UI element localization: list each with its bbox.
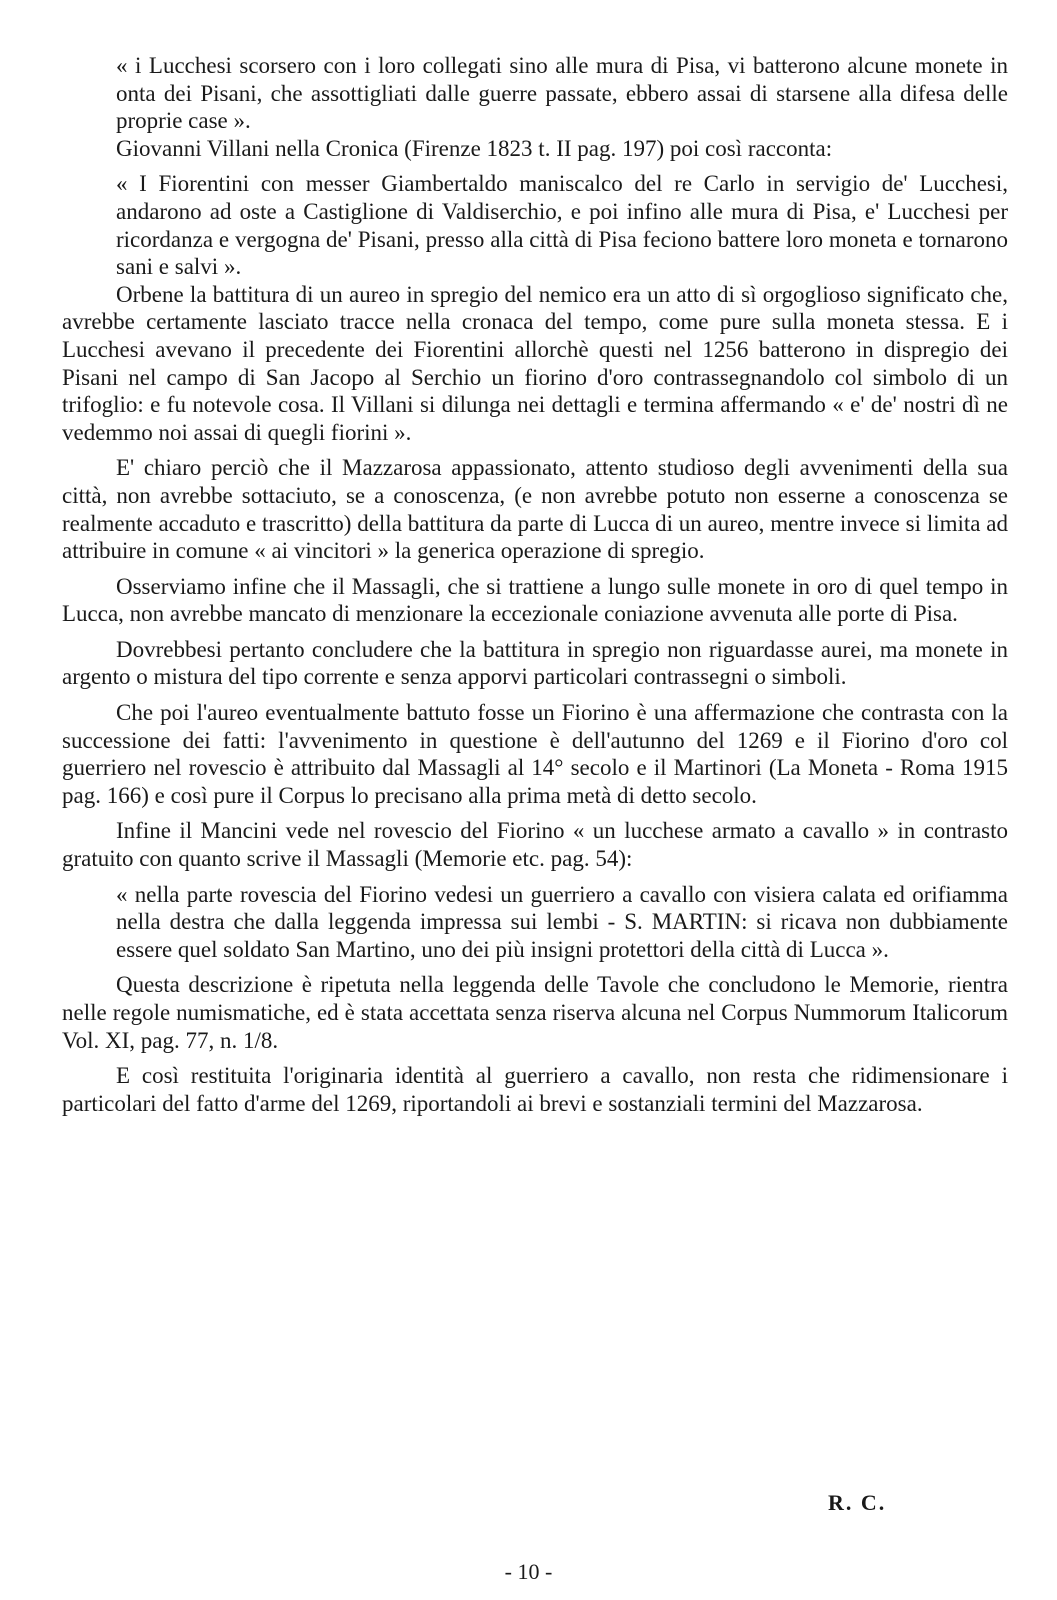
body-paragraph: Orbene la battitura di un aureo in spregio del nemico era un atto di sì orgoglioso significato che, avrebbe certamente lasciato tracce nella cronaca del tempo, come pure sulla moneta stessa. E i Lucchesi avevano il precedente dei Fiorentini allorchè questi nel 1256 batterono in dispregio dei Pisani nel campo di San Jacopo al Serchio un fiorino d'oro contrassegnandolo col simbolo di un trifoglio: e fu notevole cosa. Il Villani si dilunga nei dettagli e termina affermando « e' de' nostri dì ne vedemmo noi assai di quegli fiorini ». bbox=[62, 281, 1008, 445]
body-paragraph: E' chiaro perciò che il Mazzarosa appassionato, attento studioso degli avvenimenti della sua città, non avrebbe sottaciuto, se a conoscenza, (e non avrebbe potuto non esserne a conoscenza se realmente accaduto e trascritto) della battitura da parte di Lucca di un aureo, mentre invece si limita ad attribuire in comune « ai vincitori » la generica operazione di spregio. bbox=[62, 455, 1008, 564]
body-paragraph: E così restituita l'originaria identità al guerriero a cavallo, non resta che ridimensionare i particolari del fatto d'arme del 1269, riportandoli ai brevi e sostanziali termini del Mazzarosa. bbox=[62, 1063, 1008, 1116]
body-paragraph: Che poi l'aureo eventualmente battuto fosse un Fiorino è una affermazione che contrasta con la successione dei fatti: l'avvenimento in questione è dell'autunno del 1269 e il Fiorino d'oro col guerriero nel rovescio è attribuito dal Massagli al 14° secolo e il Martinori (La Moneta - Roma 1915 pag. 166) e così pure il Corpus lo precisano alla prima metà di detto secolo. bbox=[62, 700, 1008, 808]
body-paragraph: Infine il Mancini vede nel rovescio del Fiorino « un lucchese armato a cavallo » in contrasto gratuito con quanto scrive il Massagli (Memorie etc. pag. 54): bbox=[62, 818, 1008, 872]
quote-paragraph: « I Fiorentini con messer Giambertaldo maniscalco del re Carlo in servigio de' Lucchesi, andarono ad oste a Castiglione di Valdiserchio, e poi infino alle mura di Pisa, e' Lucchesi per ricordanza e vergogna de' Pisani, presso alla città di Pisa feciono battere loro moneta e tornarono sani e salvi ». bbox=[116, 171, 1008, 280]
page-body bbox=[62, 52, 1008, 1117]
body-paragraph: Osserviamo infine che il Massagli, che si trattiene a lungo sulle monete in oro di quel tempo in Lucca, non avrebbe mancato di menzionare la eccezionale coniazione avvenuta alle porte di Pisa. bbox=[62, 573, 1008, 627]
body-paragraph: Questa descrizione è ripetuta nella leggenda delle Tavole che concludono le Memorie, rientra nelle regole numismatiche, ed è stata accettata senza riserva alcuna nel Corpus Nummorum Italicorum Vol. XI, pag. 77, n. 1/8. bbox=[62, 972, 1008, 1053]
author-signature: R. C. bbox=[828, 1490, 887, 1515]
quote-paragraph: « i Lucchesi scorsero con i loro collegati sino alle mura di Pisa, vi batterono alcune monete in onta dei Pisani, che assottigliati dalle guerre passate, ebbero assai di starsene alla difesa delle proprie case ». bbox=[116, 53, 1008, 134]
quote-paragraph: « nella parte rovescia del Fiorino vedesi un guerriero a cavallo con visiera calata ed orifiamma nella destra che dalla leggenda impressa sui lembi - S. MARTIN: si ricava non dubbiamente essere quel soldato San Martino, uno dei più insigni protettori della città di Lucca ». bbox=[116, 881, 1008, 962]
page-number: - 10 - bbox=[504, 1559, 553, 1584]
body-paragraph: Giovanni Villani nella Cronica (Firenze 1823 t. II pag. 197) poi così racconta: bbox=[116, 135, 833, 161]
body-paragraph: Dovrebbesi pertanto concludere che la battitura in spregio non riguardasse aurei, ma monete in argento o mistura del tipo corrente e senza apporvi particolari contrassegni o simboli. bbox=[62, 636, 1008, 690]
